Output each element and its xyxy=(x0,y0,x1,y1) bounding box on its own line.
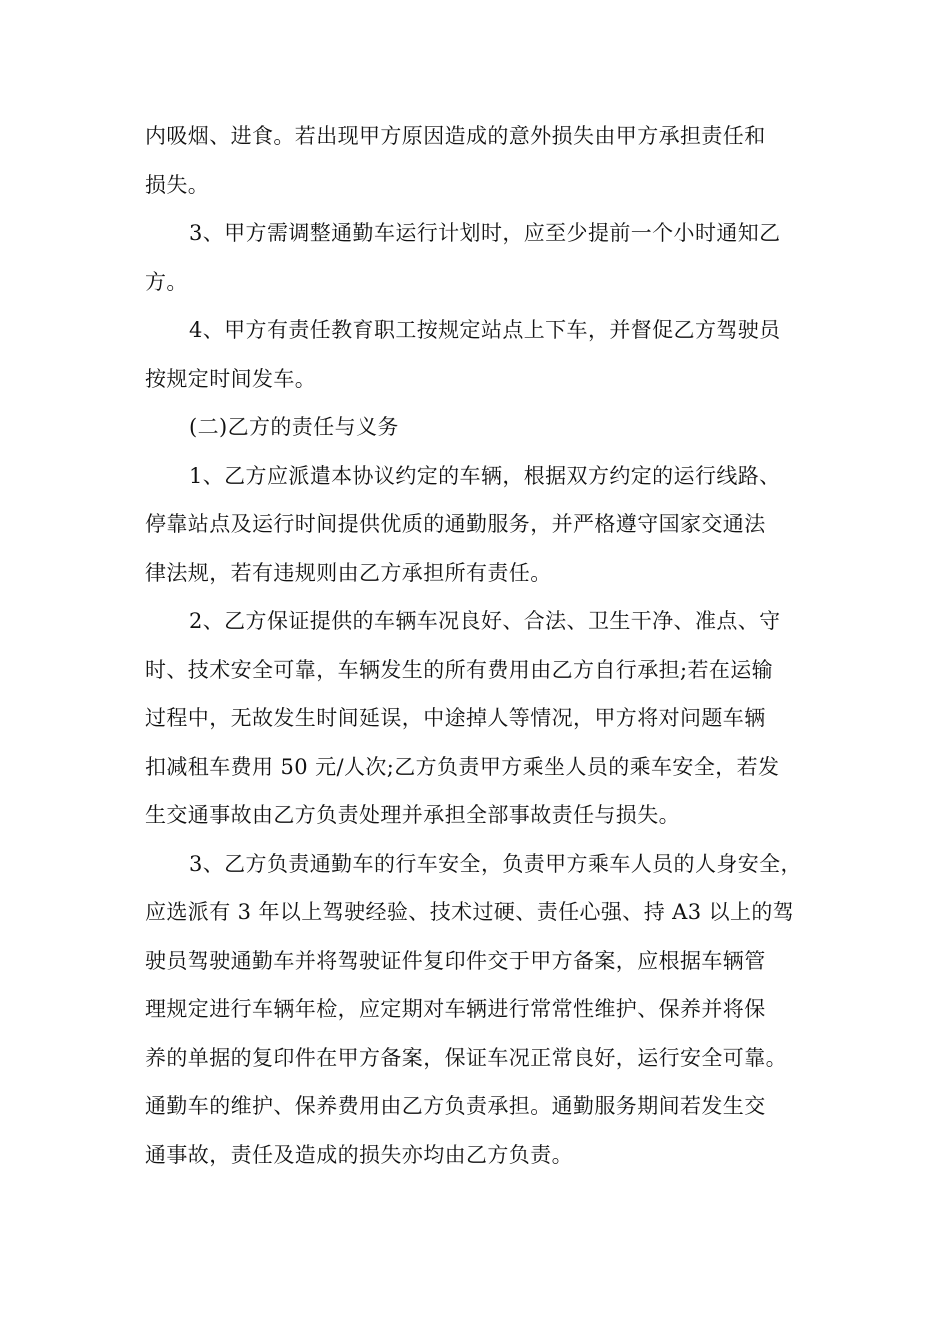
text-line: 内吸烟、进食。若出现甲方原因造成的意外损失由甲方承担责任和 xyxy=(145,124,766,148)
text-line: 2、乙方保证提供的车辆车况良好、合法、卫生干净、准点、守 xyxy=(189,609,781,633)
text-line: 通勤车的维护、保养费用由乙方负责承担。通勤服务期间若发生交 xyxy=(145,1094,766,1118)
text-line: 律法规，若有违规则由乙方承担所有责任。 xyxy=(145,560,552,585)
text-line: 停靠站点及运行时间提供优质的通勤服务，并严格遵守国家交通法 xyxy=(145,512,766,536)
text-line: 理规定进行车辆年检，应定期对车辆进行常常性维护、保养并将保 xyxy=(145,997,766,1021)
text-line: 扣减租车费用 50 元/人次;乙方负责甲方乘坐人员的乘车安全，若发 xyxy=(145,754,780,779)
text-line: 应选派有 3 年以上驾驶经验、技术过硬、责任心强、持 A3 以上的驾 xyxy=(145,900,795,924)
text-line: 时、技术安全可靠，车辆发生的所有费用由乙方自行承担;若在运输 xyxy=(145,657,774,682)
text-line: 1、乙方应派遣本协议约定的车辆，根据双方约定的运行线路、 xyxy=(189,463,781,488)
text-line: 3、乙方负责通勤车的行车安全，负责甲方乘车人员的人身安全， xyxy=(189,851,802,876)
document-body xyxy=(145,112,825,1179)
text-line: 方。 xyxy=(145,269,188,294)
text-line: 过程中，无故发生时间延误，中途掉人等情况，甲方将对问题车辆 xyxy=(145,706,766,730)
text-line: 通事故，责任及造成的损失亦均由乙方负责。 xyxy=(145,1142,573,1167)
section-heading: (二)乙方的责任与义务 xyxy=(189,415,399,439)
text-line: 损失。 xyxy=(145,172,210,197)
text-line: 生交通事故由乙方负责处理并承担全部事故责任与损失。 xyxy=(145,803,680,827)
text-line: 3、甲方需调整通勤车运行计划时，应至少提前一个小时通知乙 xyxy=(189,221,781,245)
text-line: 养的单据的复印件在甲方备案，保证车况正常良好，运行安全可靠。 xyxy=(145,1045,787,1070)
text-line: 驶员驾驶通勤车并将驾驶证件复印件交于甲方备案，应根据车辆管 xyxy=(145,948,766,973)
text-line: 4、甲方有责任教育职工按规定站点上下车，并督促乙方驾驶员 xyxy=(189,318,781,342)
text-line: 按规定时间发车。 xyxy=(145,366,317,391)
